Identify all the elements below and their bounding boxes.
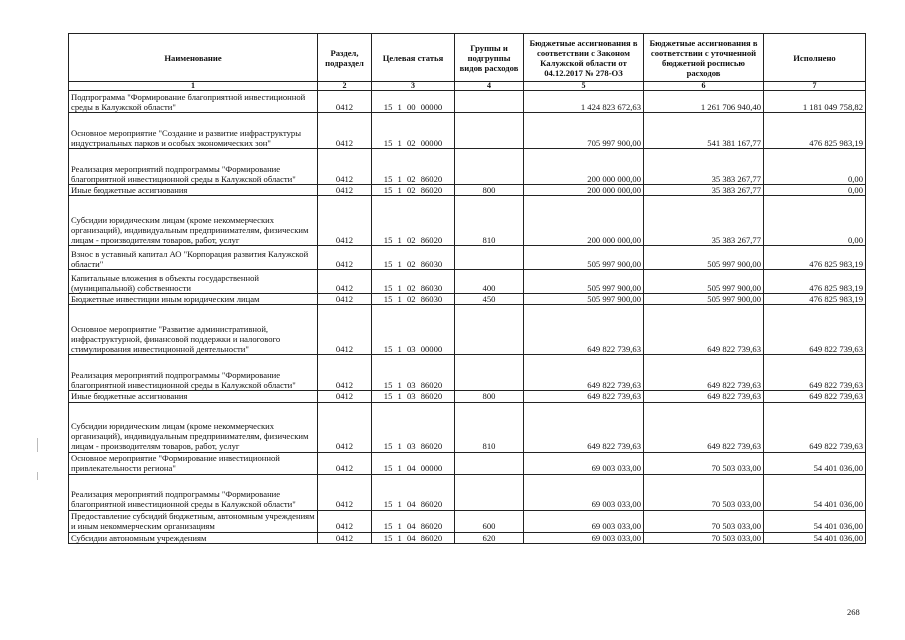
row-name-cell: Бюджетные инвестиции иным юридическим лицам	[69, 294, 318, 305]
header-section: Раздел, подраздел	[318, 34, 372, 82]
row-executed-amount-cell: 0,00	[764, 149, 866, 185]
row-group-cell	[455, 305, 524, 355]
row-target-cell: 15 1 02 86030	[372, 294, 455, 305]
row-section-cell: 0412	[318, 305, 372, 355]
table-row	[69, 355, 866, 391]
row-name-cell: Субсидии автономным учреждениям	[69, 532, 318, 543]
row-section-cell: 0412	[318, 532, 372, 543]
table-row	[69, 532, 866, 543]
row-section-cell: 0412	[318, 149, 372, 185]
row-executed-amount-cell: 476 825 983,19	[764, 294, 866, 305]
row-executed-amount-cell: 54 401 036,00	[764, 452, 866, 474]
row-law-amount-cell: 505 997 900,00	[524, 270, 644, 294]
row-updated-amount-cell: 505 997 900,00	[644, 294, 764, 305]
row-updated-amount-cell: 649 822 739,63	[644, 402, 764, 452]
column-number: 3	[372, 82, 455, 91]
table-row	[69, 452, 866, 474]
row-law-amount-cell: 200 000 000,00	[524, 196, 644, 246]
row-updated-amount-cell: 541 381 167,77	[644, 113, 764, 149]
row-group-cell	[455, 91, 524, 113]
row-section-cell: 0412	[318, 91, 372, 113]
row-target-cell: 15 1 03 86020	[372, 391, 455, 402]
row-target-cell: 15 1 03 86020	[372, 402, 455, 452]
row-law-amount-cell: 69 003 033,00	[524, 532, 644, 543]
row-group-cell	[455, 246, 524, 270]
row-law-amount-cell: 69 003 033,00	[524, 510, 644, 532]
row-name-cell: Основное мероприятие "Развитие административной, инфраструктурной, финансовой поддержки и налогового стимулирования инвестиционной деятельности"	[69, 305, 318, 355]
row-group-cell: 810	[455, 196, 524, 246]
row-name-cell: Субсидии юридическим лицам (кроме некоммерческих организаций), индивидуальным предпринимателям, физическим лицам - производителям товаров, работ, услуг	[69, 196, 318, 246]
row-target-cell: 15 1 00 00000	[372, 91, 455, 113]
row-group-cell	[455, 113, 524, 149]
column-number: 5	[524, 82, 644, 91]
row-name-cell: Основное мероприятие "Формирование инвестиционной привлекательности региона"	[69, 452, 318, 474]
row-updated-amount-cell: 35 383 267,77	[644, 185, 764, 196]
row-updated-amount-cell: 505 997 900,00	[644, 246, 764, 270]
row-name-cell: Подпрограмма "Формирование благоприятной инвестиционной среды в Калужской области"	[69, 91, 318, 113]
row-section-cell: 0412	[318, 474, 372, 510]
row-section-cell: 0412	[318, 452, 372, 474]
row-group-cell	[455, 474, 524, 510]
table-row	[69, 270, 866, 294]
row-target-cell: 15 1 02 86030	[372, 246, 455, 270]
row-group-cell: 620	[455, 532, 524, 543]
row-updated-amount-cell: 505 997 900,00	[644, 270, 764, 294]
table-row	[69, 185, 866, 196]
table-row	[69, 402, 866, 452]
row-name-cell: Капитальные вложения в объекты государственной (муниципальной) собственности	[69, 270, 318, 294]
table-row	[69, 196, 866, 246]
row-group-cell: 810	[455, 402, 524, 452]
row-executed-amount-cell: 54 401 036,00	[764, 532, 866, 543]
column-number: 4	[455, 82, 524, 91]
table-row	[69, 246, 866, 270]
row-updated-amount-cell: 70 503 033,00	[644, 532, 764, 543]
row-section-cell: 0412	[318, 402, 372, 452]
row-law-amount-cell: 505 997 900,00	[524, 246, 644, 270]
table-row	[69, 294, 866, 305]
row-updated-amount-cell: 70 503 033,00	[644, 452, 764, 474]
column-number: 2	[318, 82, 372, 91]
header-row	[69, 34, 866, 82]
row-target-cell: 15 1 02 86020	[372, 149, 455, 185]
header-executed: Исполнено	[764, 34, 866, 82]
column-number-row	[69, 82, 866, 91]
table-row	[69, 510, 866, 532]
row-name-cell: Реализация мероприятий подпрограммы "Формирование благоприятной инвестиционной среды в Калужской области"	[69, 474, 318, 510]
row-section-cell: 0412	[318, 355, 372, 391]
table-row	[69, 113, 866, 149]
row-target-cell: 15 1 03 86020	[372, 355, 455, 391]
margin-mark	[37, 438, 38, 452]
header-updated: Бюджетные ассигнования в соответствии с уточненной бюджетной росписью расходов	[644, 34, 764, 82]
row-law-amount-cell: 505 997 900,00	[524, 294, 644, 305]
row-updated-amount-cell: 70 503 033,00	[644, 474, 764, 510]
table-row	[69, 391, 866, 402]
row-updated-amount-cell: 70 503 033,00	[644, 510, 764, 532]
column-number: 7	[764, 82, 866, 91]
row-law-amount-cell: 649 822 739,63	[524, 391, 644, 402]
row-group-cell	[455, 355, 524, 391]
row-executed-amount-cell: 54 401 036,00	[764, 474, 866, 510]
row-group-cell: 800	[455, 185, 524, 196]
row-law-amount-cell: 649 822 739,63	[524, 355, 644, 391]
budget-table-sheet	[68, 33, 865, 544]
row-executed-amount-cell: 476 825 983,19	[764, 246, 866, 270]
row-updated-amount-cell: 35 383 267,77	[644, 196, 764, 246]
row-executed-amount-cell: 649 822 739,63	[764, 391, 866, 402]
row-group-cell: 800	[455, 391, 524, 402]
row-target-cell: 15 1 04 86020	[372, 532, 455, 543]
row-target-cell: 15 1 02 86020	[372, 185, 455, 196]
row-executed-amount-cell: 649 822 739,63	[764, 402, 866, 452]
table-row	[69, 149, 866, 185]
row-updated-amount-cell: 1 261 706 940,40	[644, 91, 764, 113]
row-group-cell	[455, 149, 524, 185]
row-name-cell: Субсидии юридическим лицам (кроме некоммерческих организаций), индивидуальным предпринимателям, физическим лицам - производителям товаров, работ, услуг	[69, 402, 318, 452]
row-executed-amount-cell: 649 822 739,63	[764, 305, 866, 355]
budget-table	[68, 33, 866, 544]
row-name-cell: Реализация мероприятий подпрограммы "Формирование благоприятной инвестиционной среды в Калужской области"	[69, 149, 318, 185]
row-target-cell: 15 1 02 86030	[372, 270, 455, 294]
margin-mark	[37, 472, 38, 480]
header-target: Целевая статья	[372, 34, 455, 82]
row-updated-amount-cell: 649 822 739,63	[644, 391, 764, 402]
row-name-cell: Взнос в уставный капитал АО "Корпорация развития Калужской области"	[69, 246, 318, 270]
row-law-amount-cell: 705 997 900,00	[524, 113, 644, 149]
row-law-amount-cell: 649 822 739,63	[524, 402, 644, 452]
row-section-cell: 0412	[318, 196, 372, 246]
header-name: Наименование	[69, 34, 318, 82]
page-number: 268	[847, 607, 860, 617]
row-name-cell: Предоставление субсидий бюджетным, автономным учреждениям и иным некоммерческим организациям	[69, 510, 318, 532]
row-name-cell: Реализация мероприятий подпрограммы "Формирование благоприятной инвестиционной среды в Калужской области"	[69, 355, 318, 391]
row-target-cell: 15 1 03 00000	[372, 305, 455, 355]
row-section-cell: 0412	[318, 510, 372, 532]
header-law: Бюджетные ассигнования в соответствии с Законом Калужской области от 04.12.2017 № 278-ОЗ	[524, 34, 644, 82]
row-target-cell: 15 1 02 86020	[372, 196, 455, 246]
row-target-cell: 15 1 02 00000	[372, 113, 455, 149]
row-group-cell: 400	[455, 270, 524, 294]
row-group-cell: 450	[455, 294, 524, 305]
row-section-cell: 0412	[318, 294, 372, 305]
row-target-cell: 15 1 04 86020	[372, 510, 455, 532]
row-group-cell: 600	[455, 510, 524, 532]
row-law-amount-cell: 1 424 823 672,63	[524, 91, 644, 113]
row-section-cell: 0412	[318, 391, 372, 402]
column-number: 1	[69, 82, 318, 91]
row-updated-amount-cell: 649 822 739,63	[644, 305, 764, 355]
row-name-cell: Основное мероприятие "Создание и развитие инфраструктуры индустриальных парков и особых экономических зон"	[69, 113, 318, 149]
row-target-cell: 15 1 04 86020	[372, 474, 455, 510]
row-updated-amount-cell: 35 383 267,77	[644, 149, 764, 185]
row-name-cell: Иные бюджетные ассигнования	[69, 185, 318, 196]
row-executed-amount-cell: 1 181 049 758,82	[764, 91, 866, 113]
row-target-cell: 15 1 04 00000	[372, 452, 455, 474]
row-law-amount-cell: 200 000 000,00	[524, 149, 644, 185]
row-executed-amount-cell: 0,00	[764, 185, 866, 196]
row-section-cell: 0412	[318, 185, 372, 196]
row-law-amount-cell: 69 003 033,00	[524, 452, 644, 474]
table-row	[69, 474, 866, 510]
row-executed-amount-cell: 54 401 036,00	[764, 510, 866, 532]
row-law-amount-cell: 200 000 000,00	[524, 185, 644, 196]
row-group-cell	[455, 452, 524, 474]
row-executed-amount-cell: 476 825 983,19	[764, 270, 866, 294]
row-section-cell: 0412	[318, 270, 372, 294]
row-name-cell: Иные бюджетные ассигнования	[69, 391, 318, 402]
row-executed-amount-cell: 476 825 983,19	[764, 113, 866, 149]
row-section-cell: 0412	[318, 113, 372, 149]
header-groups: Группы и подгруппы видов расходов	[455, 34, 524, 82]
row-law-amount-cell: 649 822 739,63	[524, 305, 644, 355]
row-executed-amount-cell: 649 822 739,63	[764, 355, 866, 391]
column-number: 6	[644, 82, 764, 91]
table-row	[69, 91, 866, 113]
row-section-cell: 0412	[318, 246, 372, 270]
row-executed-amount-cell: 0,00	[764, 196, 866, 246]
row-law-amount-cell: 69 003 033,00	[524, 474, 644, 510]
table-row	[69, 305, 866, 355]
row-updated-amount-cell: 649 822 739,63	[644, 355, 764, 391]
